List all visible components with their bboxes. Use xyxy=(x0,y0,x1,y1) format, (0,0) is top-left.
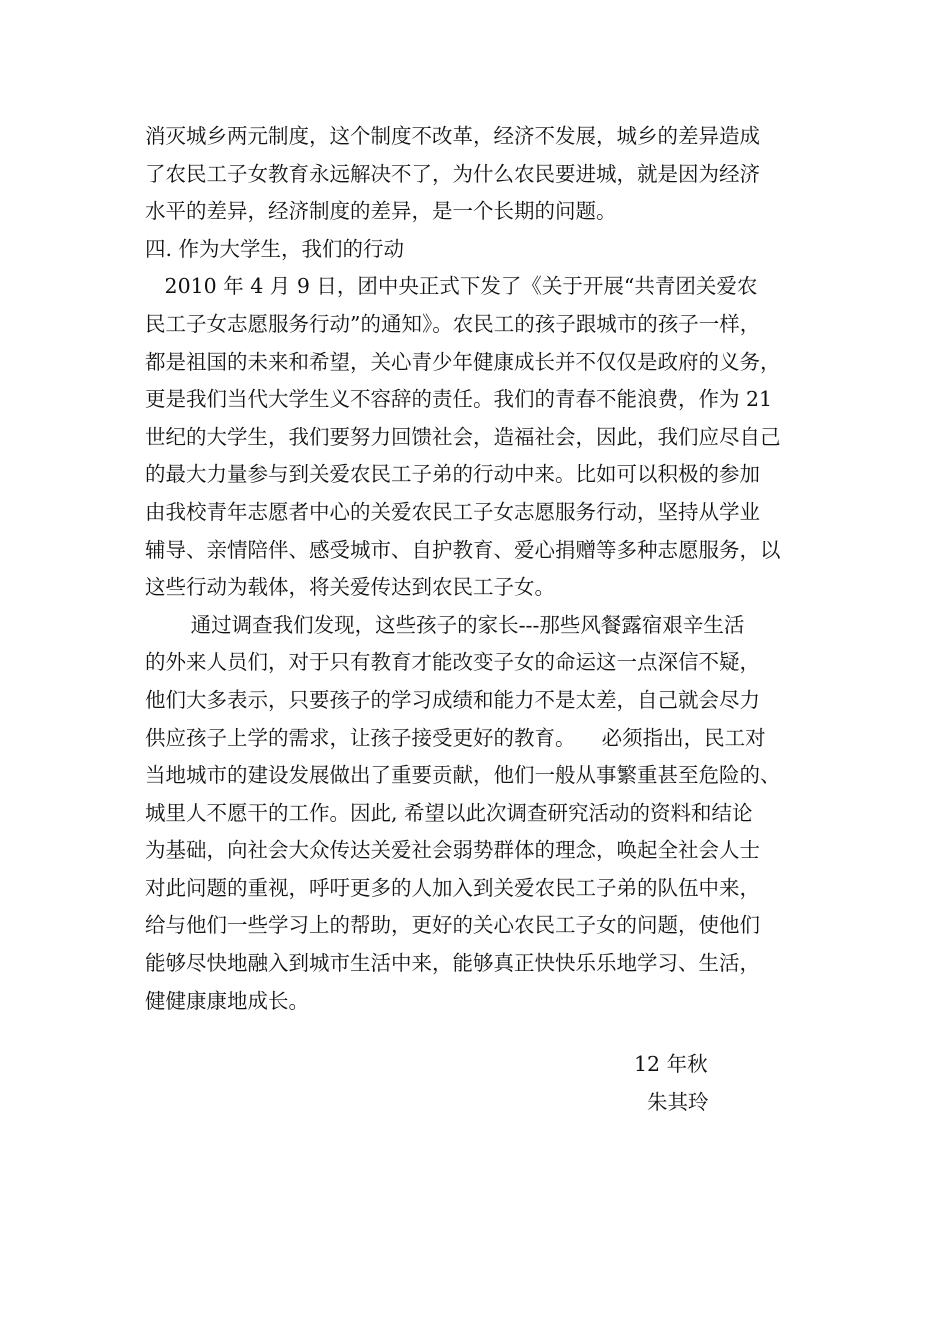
text-line: 由我校青年志愿者中心的关爱农民工子女志愿服务行动，坚持从学业 xyxy=(145,499,760,524)
section-heading xyxy=(145,231,810,269)
text-line: 通过调查我们发现，这些孩子的家长---那些风餐露宿艰辛生活 xyxy=(145,612,745,637)
text-line: 都是祖国的未来和希望，关心青少年健康成长并不仅仅是政府的义务， xyxy=(145,349,781,374)
text-line: 世纪的大学生，我们要努力回馈社会，造福社会，因此，我们应尽自己 xyxy=(145,424,781,449)
heading-text: 四. 作为大学生，我们的行动 xyxy=(145,236,405,261)
text-line: 这些行动为载体，将关爱传达到农民工子女。 xyxy=(145,575,555,600)
text-line: 能够尽快地融入到城市生活中来，能够真正快快乐乐地学习、生活， xyxy=(145,951,760,976)
text-line: 辅导、亲情陪伴、感受城市、自护教育、爱心捐赠等多种志愿服务，以 xyxy=(145,537,781,562)
signature-date: 12 年秋 xyxy=(634,1052,708,1076)
paragraph-2 xyxy=(145,268,810,606)
text-line: 当地城市的建设发展做出了重要贡献，他们一般从事繁重甚至危险的、 xyxy=(145,763,781,788)
text-line: 城里人不愿干的工作。因此, 希望以此次调查研究活动的资料和结论 xyxy=(145,800,753,825)
text-line: 的最大力量参与到关爱农民工子弟的行动中来。比如可以积极的参加 xyxy=(145,462,760,487)
text-line: 对此问题的重视，呼吁更多的人加入到关爱农民工子弟的队伍中来， xyxy=(145,875,760,900)
text-line: 他们大多表示，只要孩子的学习成绩和能力不是太差，自己就会尽力 xyxy=(145,687,760,712)
paragraph-1 xyxy=(145,118,810,231)
text-line: 水平的差异，经济制度的差异，是一个长期的问题。 xyxy=(145,199,617,224)
document-body xyxy=(145,118,810,1020)
text-line: 消灭城乡两元制度，这个制度不改革，经济不发展，城乡的差异造成 xyxy=(145,124,760,148)
paragraph-3 xyxy=(145,607,810,1021)
text-line: 供应孩子上学的需求，让孩子接受更好的教育。 必须指出，民工对 xyxy=(145,725,766,750)
text-line: 给与他们一些学习上的帮助，更好的关心农民工子女的问题，使他们 xyxy=(145,913,760,938)
text-line: 为基础，向社会大众传达关爱社会弱势群体的理念，唤起全社会人士 xyxy=(145,838,760,863)
text-line: 民工子女志愿服务行动”的通知》。农民工的孩子跟城市的孩子一样， xyxy=(145,311,761,336)
text-line: 的外来人员们，对于只有教育才能改变子女的命运这一点深信不疑， xyxy=(145,650,760,675)
text-line: 2010 年 4 月 9 日，团中央正式下发了《关于开展“共青团关爱农 xyxy=(145,274,758,299)
signature-author: 朱其玲 xyxy=(634,1089,709,1114)
text-line: 健健康康地成长。 xyxy=(145,988,309,1013)
text-line: 了农民工子女教育永远解决不了，为什么农民要进城，就是因为经济 xyxy=(145,161,760,186)
signature-block xyxy=(634,1046,709,1121)
text-line: 更是我们当代大学生义不容辞的责任。我们的青春不能浪费，作为 21 xyxy=(145,387,773,412)
